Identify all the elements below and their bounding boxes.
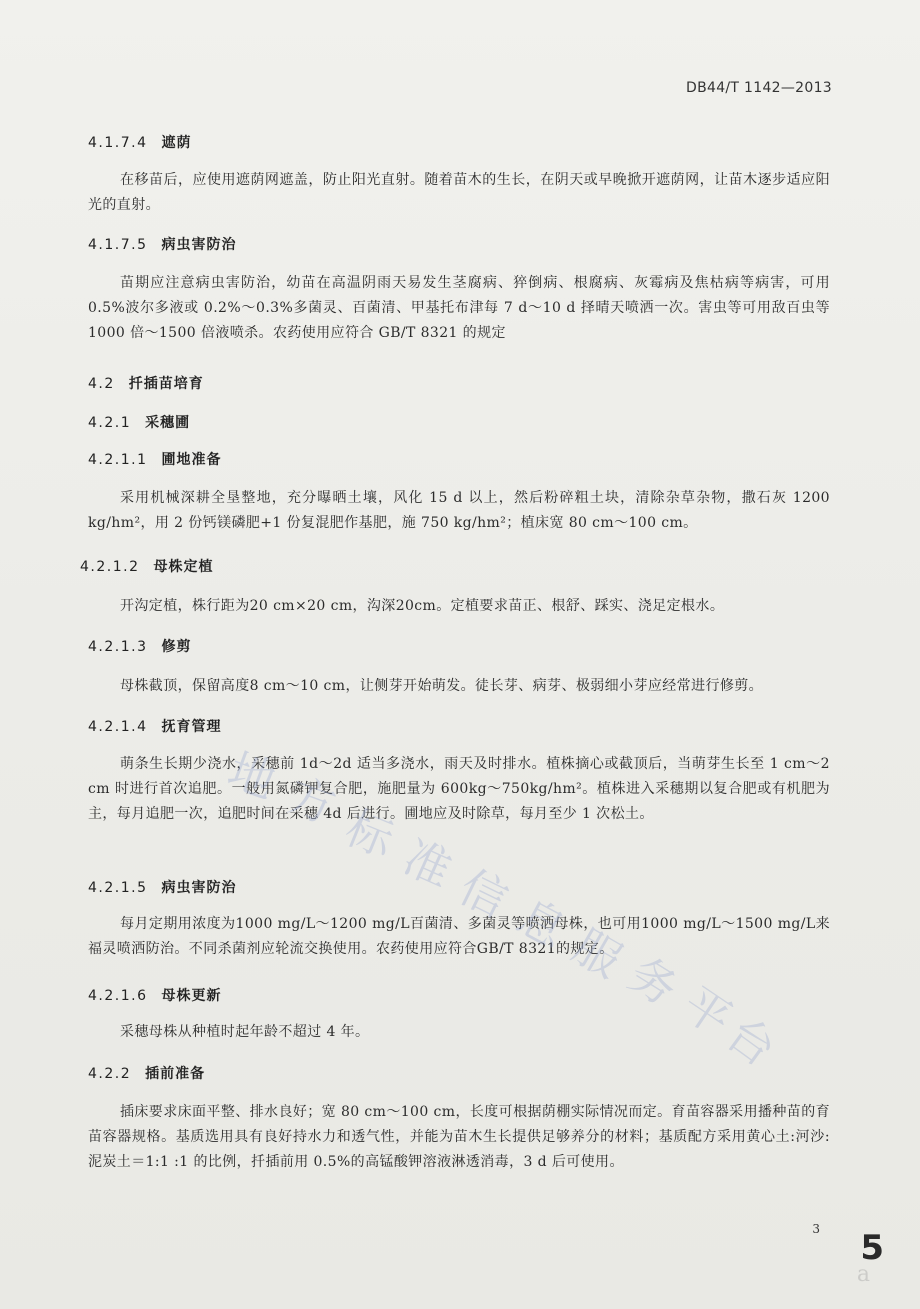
- watermark-char: 地: [221, 742, 283, 810]
- watermark-char: 信: [451, 859, 517, 929]
- section-heading: [88, 1063, 205, 1083]
- section-title: 抚育管理: [161, 719, 222, 735]
- section-number: 4.1.7.4: [88, 135, 148, 151]
- section-title: 病虫害防治: [161, 880, 237, 896]
- section-heading: [88, 412, 190, 432]
- section-number: 4.2.1.5: [88, 880, 148, 896]
- section-heading: [88, 132, 191, 152]
- paragraph: 插床要求床面平整、排水良好；宽 80 cm～100 cm，长度可根据荫棚实际情况而定。育苗容器采用播种苗的育苗容器规格。基质选用具有良好持水力和透气性，并能为苗木生长提供足够养分的材料；基质配方采用黄心土:河沙:泥炭土＝1:1 :1 的比例，扦插前用 0.5%的高锰酸钾溶液淋透消毒，3 d 后可使用。: [88, 1104, 830, 1170]
- section-title: 病虫害防治: [161, 237, 237, 253]
- section-title: 圃地准备: [161, 452, 222, 468]
- section-number: 4.2.2: [88, 1066, 132, 1082]
- watermark-char: 息: [508, 889, 575, 959]
- watermark-char: 方: [281, 767, 343, 835]
- section-title: 遮荫: [161, 135, 192, 151]
- section-title: 母株更新: [161, 988, 222, 1004]
- watermark-char: 台: [716, 1006, 786, 1077]
- section-number: 4.2.1.1: [88, 452, 148, 468]
- section-number: 4.2.1.2: [80, 559, 140, 575]
- section-number: 4.2.1.3: [88, 639, 148, 655]
- paragraph: 母株截顶，保留高度8 cm～10 cm，让侧芽开始萌发。徒长芽、病芽、极弱细小芽应经常进行修剪。: [120, 678, 764, 694]
- section-number: 4.2.1.6: [88, 988, 148, 1004]
- section-title: 采穗圃: [145, 415, 191, 431]
- paragraph: 苗期应注意病虫害防治，幼苗在高温阴雨天易发生茎腐病、猝倒病、根腐病、灰霉病及焦枯病等病害，可用 0.5%波尔多液或 0.2%～0.3%多菌灵、百菌清、甲基托布津每 7 d～10 d 择晴天喷洒一次。害虫等可用敌百虫等 1000 倍～1500 倍液喷杀。农药使用应符合 GB/T 8321 的规定: [88, 275, 830, 341]
- section-heading: [88, 636, 191, 656]
- section-heading: [88, 234, 236, 254]
- section-number: 4.2.1: [88, 415, 132, 431]
- document-code: DB44/T 1142—2013: [686, 80, 832, 96]
- section-title: 插前准备: [145, 1066, 206, 1082]
- section-number: 4.1.7.5: [88, 237, 148, 253]
- paragraph: 采穗母株从种植时起年龄不超过 4 年。: [120, 1024, 370, 1040]
- watermark-char: 务: [619, 946, 688, 1017]
- watermark-char: 标: [338, 800, 402, 868]
- paragraph: 萌条生长期少浇水，采穗前 1d～2d 适当多浇水，雨天及时排水。植株摘心或截顶后，当萌芽生长至 1 cm～2 cm 时进行首次追肥。一般用氮磷钾复合肥，施肥量为 600kg～750kg/hm²。植株进入采穗期以复合肥或有机肥为主，每月追肥一次，追肥时间在采穗 4d 后进行。圃地应及时除草，每月至少 1 次松土。: [88, 756, 830, 822]
- watermark-char: 准: [395, 829, 460, 898]
- paragraph: 开沟定植，株行距为20 cm×20 cm，沟深20cm。定植要求苗正、根舒、踩实、浇足定根水。: [120, 598, 725, 614]
- corner-mark-bleed: a: [856, 1262, 870, 1287]
- paragraph: 在移苗后，应使用遮荫网遮盖，防止阳光直射。随着苗木的生长，在阴天或早晚掀开遮荫网，让苗木逐步适应阳光的直射。: [88, 172, 830, 213]
- section-heading: [88, 373, 204, 393]
- section-title: 母株定植: [153, 559, 214, 575]
- paragraph: 采用机械深耕全垦整地，充分曝晒土壤，风化 15 d 以上，然后粉碎粗土块，清除杂草杂物，撒石灰 1200 kg/hm²，用 2 份钙镁磷肥+1 份复混肥作基肥，施 750 kg/hm²；植床宽 80 cm～100 cm。: [88, 490, 830, 531]
- section-heading: [80, 556, 213, 576]
- section-heading: [88, 985, 221, 1005]
- watermark-char: 平: [673, 976, 742, 1047]
- section-number: 4.2.1.4: [88, 719, 148, 735]
- section-title: 修剪: [161, 639, 192, 655]
- section-heading: [88, 716, 221, 736]
- section-heading: [88, 449, 221, 469]
- section-title: 扦插苗培育: [128, 376, 204, 392]
- paragraph: 每月定期用浓度为1000 mg/L～1200 mg/L百菌清、多菌灵等喷洒母株，也可用1000 mg/L～1500 mg/L来福灵喷洒防治。不同杀菌剂应轮流交换使用。农药使用应符合GB/T 8321的规定。: [88, 916, 830, 957]
- section-heading: [88, 877, 236, 897]
- page-number: 3: [812, 1222, 820, 1236]
- corner-page-mark: 5: [860, 1228, 884, 1268]
- watermark-char: 服: [564, 918, 631, 989]
- section-number: 4.2: [88, 376, 115, 392]
